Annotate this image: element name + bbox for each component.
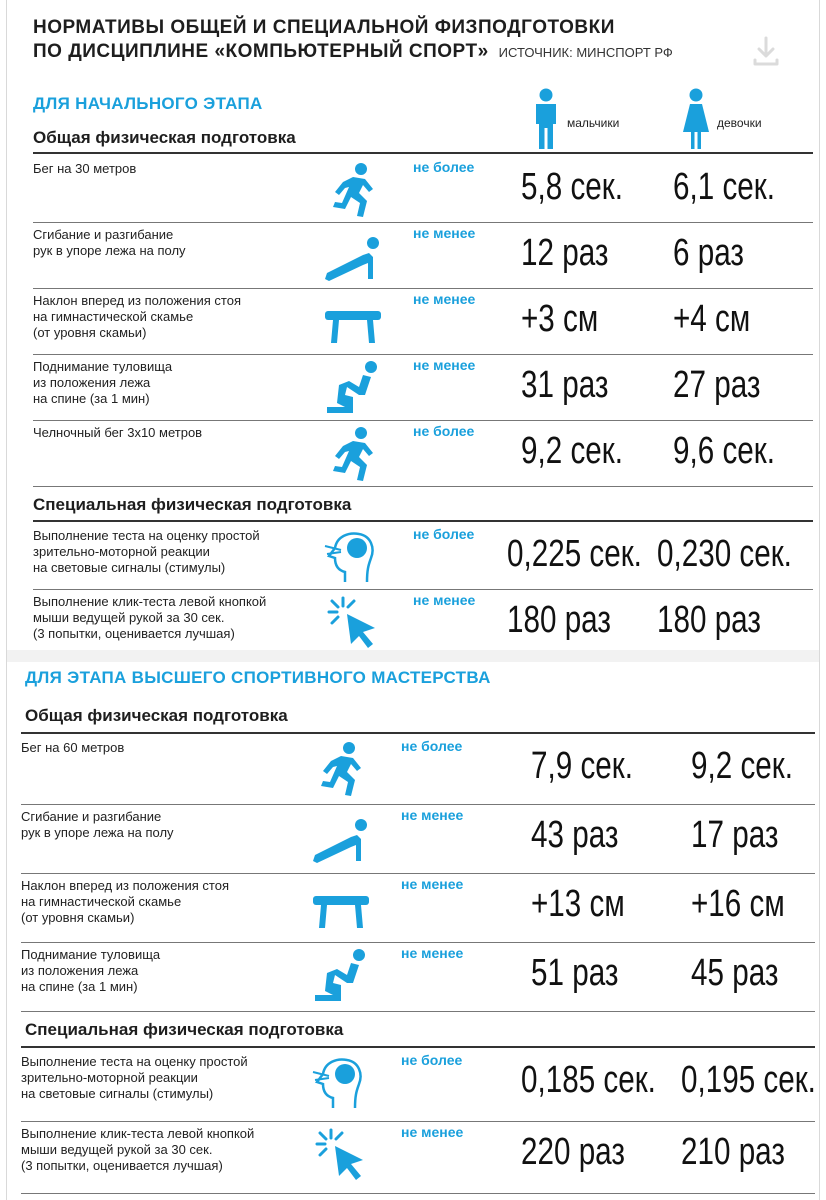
girls-value: 9,6 сек. [673,430,775,472]
boys-value: 0,185 сек. [521,1059,656,1101]
exercise-label: Выполнение теста на оценку простой зрительно-моторной реакции на световые сигналы (стимулы) [21,1054,248,1101]
table-row [33,289,813,355]
boy-icon [531,88,561,150]
title-line-2: ПО ДИСЦИПЛИНЕ «КОМПЬЮТЕРНЫЙ СПОРТ» [33,41,489,62]
table-row [33,421,813,487]
table-row [21,1122,801,1194]
boys-value: 51 раз [531,952,619,994]
head-brain-icon [311,1054,371,1112]
divider-line [33,520,813,522]
qualifier: не более [413,423,475,439]
row-separator [21,1193,815,1194]
title-line-1: НОРМАТИВЫ ОБЩЕЙ И СПЕЦИАЛЬНОЙ ФИЗПОДГОТОВКИ [33,17,615,38]
page-title [33,16,793,65]
girls-value: +16 см [691,883,785,925]
qualifier: не менее [401,1124,464,1140]
table-row [21,943,801,1012]
situp-icon [311,947,371,1005]
qualifier: не более [401,1052,463,1068]
infographic [6,0,820,1200]
girls-value: 9,2 сек. [691,745,793,787]
boys-value: +13 см [531,883,625,925]
running-icon [311,740,371,798]
qualifier: не менее [401,876,464,892]
stage1-general-title: Общая физическая подготовка [33,128,296,147]
divider-line [21,732,815,734]
boys-value: 5,8 сек. [521,166,623,208]
qualifier: не менее [413,225,476,241]
cursor-click-icon [323,594,383,652]
bench-icon [323,293,383,351]
stage-separator [7,650,819,662]
qualifier: не менее [401,807,464,823]
exercise-label: Бег на 60 метров [21,740,125,755]
boys-value: 0,225 сек. [507,533,642,575]
stage2-special-title: Специальная физическая подготовка [25,1020,344,1039]
girls-value: 0,195 сек. [681,1059,816,1101]
qualifier: не менее [413,291,476,307]
download-icon[interactable] [749,34,783,68]
boys-label: мальчики [567,116,620,130]
boys-value: 180 раз [507,599,611,641]
cursor-click-icon [311,1126,371,1184]
table-row [21,805,801,874]
exercise-label: Выполнение клик-теста левой кнопкой мыши ведущей рукой за 30 сек. (3 попытки, оценивается лучшая) [33,594,267,641]
qualifier: не менее [413,592,476,608]
girls-value: 17 раз [691,814,779,856]
row-separator [21,1011,815,1012]
stage1-title: ДЛЯ НАЧАЛЬНОГО ЭТАПА [33,94,263,113]
qualifier: не менее [401,945,464,961]
exercise-label: Сгибание и разгибание рук в упоре лежа на полу [33,227,186,258]
exercise-label: Сгибание и разгибание рук в упоре лежа на полу [21,809,174,840]
table-row [21,736,801,805]
exercise-label: Бег на 30 метров [33,161,137,176]
boys-value: 7,9 сек. [531,745,633,787]
divider-line [21,1046,815,1048]
source-label: ИСТОЧНИК: МИНСПОРТ РФ [498,45,673,60]
qualifier: не менее [413,357,476,373]
row-separator [33,486,813,487]
stage2-general-title: Общая физическая подготовка [25,706,288,725]
table-row [33,590,813,656]
exercise-label: Наклон вперед из положения стоя на гимнастической скамье (от уровня скамьи) [21,878,229,925]
table-row [21,874,801,943]
pushup-icon [323,227,383,285]
pushup-icon [311,809,371,867]
qualifier: не более [413,159,475,175]
girls-value: 0,230 сек. [657,533,792,575]
exercise-label: Выполнение клик-теста левой кнопкой мыши ведущей рукой за 30 сек. (3 попытки, оценивается лучшая) [21,1126,255,1173]
exercise-label: Поднимание туловища из положения лежа на спине (за 1 мин) [33,359,173,406]
girls-value: 210 раз [681,1131,785,1173]
bench-icon [311,878,371,936]
exercise-label: Выполнение теста на оценку простой зрительно-моторной реакции на световые сигналы (стимулы) [33,528,260,575]
girls-value: 6,1 сек. [673,166,775,208]
girls-value: 45 раз [691,952,779,994]
exercise-label: Поднимание туловища из положения лежа на спине (за 1 мин) [21,947,161,994]
exercise-label: Наклон вперед из положения стоя на гимнастической скамье (от уровня скамьи) [33,293,241,340]
exercise-label: Челночный бег 3х10 метров [33,425,203,440]
boys-value: 43 раз [531,814,619,856]
table-row [33,355,813,421]
head-brain-icon [323,528,383,586]
table-row [33,223,813,289]
girls-value: 27 раз [673,364,761,406]
boys-value: 9,2 сек. [521,430,623,472]
stage2-title: ДЛЯ ЭТАПА ВЫСШЕГО СПОРТИВНОГО МАСТЕРСТВА [25,668,491,687]
boys-value: 31 раз [521,364,609,406]
running-icon [323,161,383,219]
boys-value: 12 раз [521,232,609,274]
girls-value: +4 см [673,298,751,340]
girl-icon [681,88,711,150]
girls-value: 6 раз [673,232,744,274]
boys-value: +3 см [521,298,599,340]
girls-value: 180 раз [657,599,761,641]
boys-value: 220 раз [521,1131,625,1173]
table-row [21,1050,816,1122]
situp-icon [323,359,383,417]
table-row [33,157,813,223]
stage1-special-title: Специальная физическая подготовка [33,495,352,514]
table-row [33,524,813,590]
qualifier: не более [401,738,463,754]
girls-label: девочки [717,116,762,130]
divider-line [33,152,813,154]
qualifier: не более [413,526,475,542]
running-icon [323,425,383,483]
